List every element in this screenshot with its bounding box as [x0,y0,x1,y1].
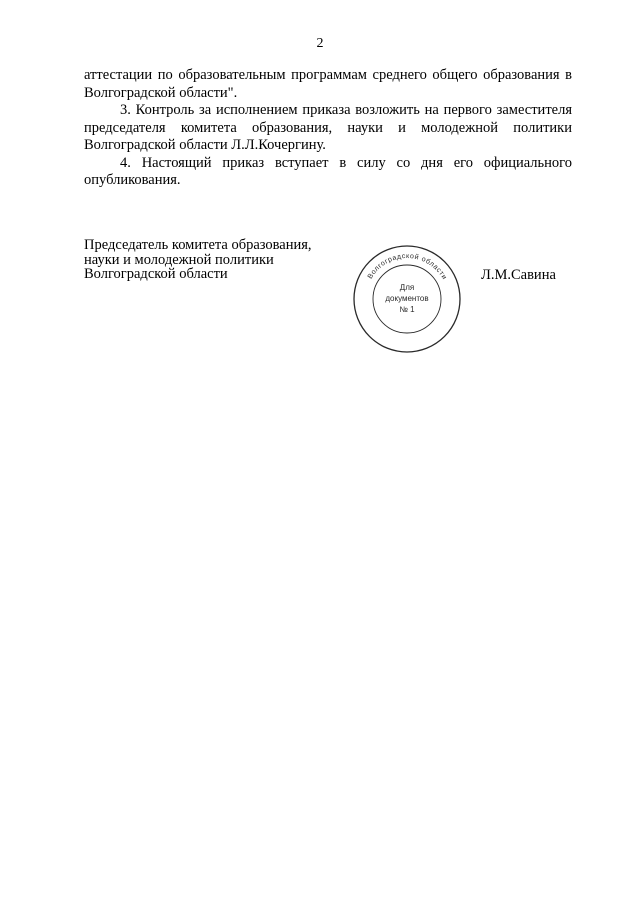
signer-title-line: Председатель комитета образования, [84,237,312,253]
stamp-center-line: документов [385,294,429,303]
document-body [84,67,572,190]
signer-title-line: Волгоградской области [84,266,228,282]
stamp-center-line: № 1 [399,305,415,314]
page-number: 2 [316,36,324,51]
official-stamp [352,244,462,354]
stamp-ring-text: Волгоградской области [366,252,448,282]
signer-title-line: науки и молодежной политики [84,251,274,268]
signer-title [84,238,344,282]
paragraph-continuation: аттестации по образовательным программам среднего общего образования в Волгоградской области". [84,67,572,101]
signer-name: Л.М.Савина [481,267,556,283]
paragraph-item-4: 4. Настоящий приказ вступает в силу со дня его официального опубликования. [84,154,572,188]
stamp-center-line: Для [399,283,415,292]
paragraph-item-3: 3. Контроль за исполнением приказа возложить на первого заместителя председателя комитета образования, науки и молодежной политики Волгоградской области Л.Л.Кочергину. [84,102,572,153]
